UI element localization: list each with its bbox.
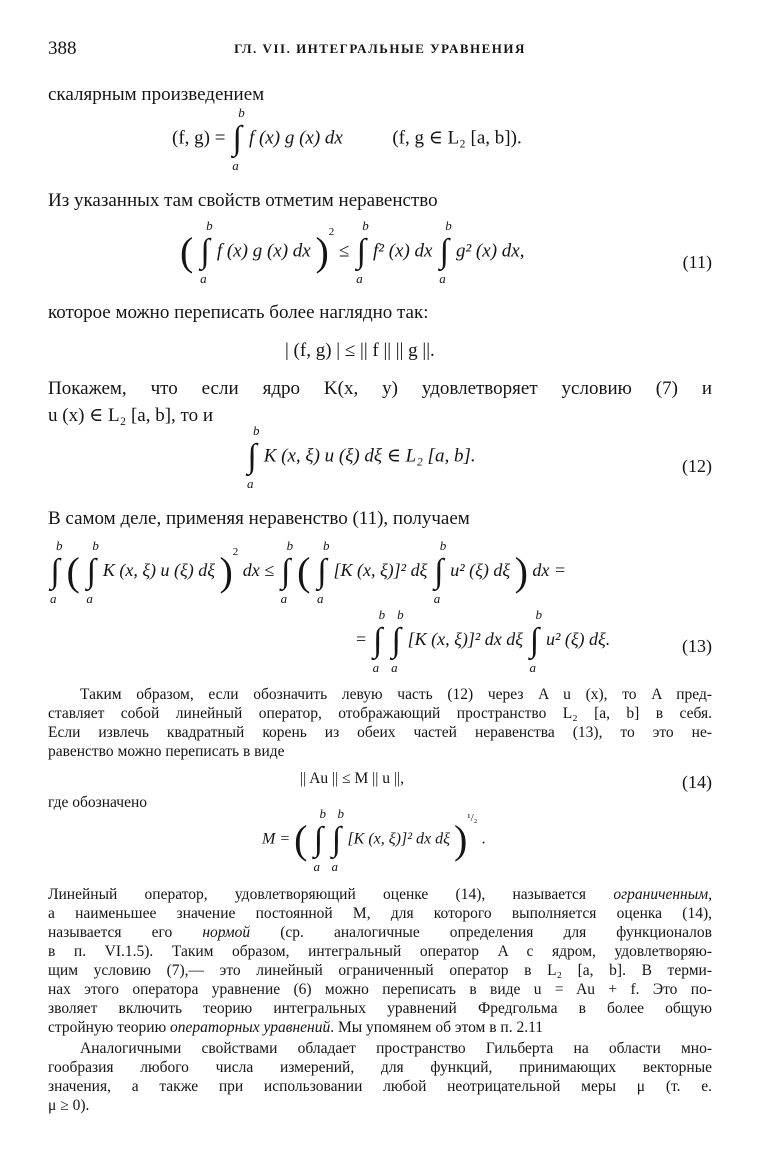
formula-inner-product	[172, 105, 522, 173]
text-line: значения, а также при использовании любой неотрицательной меры μ (т. е.	[48, 1078, 712, 1095]
emphasis: нормой	[202, 924, 251, 941]
text-line: В самом деле, применяя неравенство (11), получаем	[48, 508, 470, 529]
limit-upper: b	[253, 423, 260, 438]
limit-lower: a	[247, 476, 254, 491]
formula-part: dx ≤	[242, 560, 275, 581]
text-line: Покажем, что если ядро K(x, y) удовлетворяет условию (7) и	[48, 378, 712, 399]
exponent: ¹/₂	[467, 812, 478, 825]
limit-lower: a	[280, 591, 288, 606]
formula-part: .	[481, 830, 486, 848]
formula-part: ≤	[339, 240, 350, 262]
text-line: скалярным произведением	[48, 84, 265, 105]
text-line: равенство можно переписать в виде	[48, 743, 285, 760]
paren: )	[315, 229, 329, 274]
formula-part: f (x) g (x) dx	[248, 127, 343, 149]
integral-sign: ∫ b a	[391, 607, 404, 675]
limit-upper: b	[322, 538, 330, 553]
integral-sign: ∫ b a	[433, 538, 447, 606]
exponent: 2	[328, 226, 335, 239]
limit-lower: a	[433, 591, 441, 606]
text-line: гообразия любого числа измерений, для функций, принимающих векторные	[48, 1059, 712, 1076]
equation-number: (12)	[682, 456, 712, 476]
page-number: 388	[48, 38, 77, 59]
paren: )	[514, 549, 528, 594]
limit-lower: a	[331, 859, 338, 874]
formula-part: u² (ξ) dξ	[450, 560, 511, 581]
limit-upper: b	[535, 607, 542, 622]
text-span: . Мы упомянем об этом в п. 2.11	[330, 1019, 544, 1036]
formula-part: [K (x, ξ)]² dx dξ	[347, 830, 450, 848]
running-title: ГЛ. VII. ИНТЕГРАЛЬНЫЕ УРАВНЕНИЯ	[234, 41, 526, 56]
text-line: в п. VI.1.5). Таким образом, интегральный оператор A с ядром, удовлетворяю-	[48, 943, 712, 960]
paren: )	[453, 817, 468, 862]
formula-part: K (x, ξ) u (ξ) dξ ∈ L₂ [a, b].	[263, 445, 476, 467]
formula-part: f² (x) dx	[372, 240, 433, 262]
formula-operator-bound: || Au || ≤ M || u ||,	[300, 770, 404, 787]
text-span: Линейный оператор, удовлетворяющий оценке (14), называется	[48, 886, 614, 903]
text-line: зволяет включить теорию интегральных уравнений Фредгольма в более общую	[48, 1000, 712, 1017]
formula-part: u² (ξ) dξ.	[545, 629, 611, 650]
text-line: Из указанных там свойств отметим неравенство	[48, 190, 438, 211]
paren: (	[297, 549, 311, 594]
integral-sign: ∫ b a	[280, 538, 294, 606]
text-line	[48, 886, 712, 904]
limit-lower: a	[356, 271, 363, 286]
limit-lower: a	[372, 660, 380, 675]
integral-sign: ∫ b a	[247, 423, 260, 491]
text-line: которое можно переписать более наглядно так:	[48, 302, 429, 323]
text-line: щим условию (7),— это линейный ограниченный оператор в L₂ [a, b]. В терми-	[48, 962, 712, 979]
formula-norm-inequality: | (f, g) | ≤ || f || || g ||.	[285, 340, 435, 361]
formula-cauchy-schwarz	[180, 218, 525, 286]
paren: (	[66, 549, 80, 594]
formula-norm-definition	[262, 806, 486, 874]
integral-sign: ∫ b a	[86, 538, 99, 606]
equation-number: (14)	[682, 772, 712, 792]
formula-part: (f, g ∈ L₂ [a, b]).	[392, 127, 522, 149]
limit-lower: a	[391, 660, 398, 675]
text-line: Таким образом, если обозначить левую часть (12) через A u (x), то A пред-	[80, 686, 712, 703]
text-span: стройную теорию	[48, 1019, 171, 1036]
limit-lower: a	[313, 859, 320, 874]
emphasis: операторных уравнений	[170, 1019, 331, 1036]
limit-lower: a	[439, 271, 446, 286]
limit-lower: a	[316, 591, 324, 606]
text-line: μ ≥ 0).	[48, 1097, 90, 1114]
integral-sign: ∫ b a	[372, 607, 386, 675]
formula-part: f (x) g (x) dx	[216, 240, 311, 262]
integral-sign: ∫ b a	[316, 538, 330, 606]
paren: (	[180, 229, 194, 274]
equation-number: (13)	[682, 636, 712, 656]
integral-sign: ∫ b a	[439, 218, 452, 286]
formula-part: [K (x, ξ)]² dx dξ	[407, 629, 523, 650]
formula-part: g² (x) dx,	[455, 240, 525, 262]
integral-sign: ∫ b a	[232, 105, 245, 173]
limit-upper: b	[286, 538, 294, 553]
limit-upper: b	[337, 806, 344, 821]
limit-upper: b	[439, 538, 447, 553]
limit-upper: b	[319, 806, 326, 821]
page-header	[48, 38, 712, 60]
limit-lower: a	[529, 660, 536, 675]
integral-sign: ∫ b a	[529, 607, 542, 675]
integral-sign: ∫ b a	[331, 806, 344, 874]
integral-sign: ∫ b a	[200, 218, 213, 286]
paren: )	[219, 549, 233, 594]
paren: (	[294, 817, 308, 862]
limit-upper: b	[238, 105, 245, 120]
emphasis: ограниченным,	[613, 886, 712, 903]
formula-part: M =	[262, 830, 291, 848]
formula-part: =	[356, 629, 367, 650]
formula-estimate-line2	[356, 607, 611, 675]
limit-lower: a	[232, 158, 239, 173]
exponent: 2	[232, 546, 239, 559]
text-line	[48, 1019, 543, 1037]
formula-part: K (x, ξ) u (ξ) dξ	[102, 560, 215, 581]
text-span: (ср. аналогичные определения для функционалов	[250, 924, 712, 941]
equation-number: (11)	[682, 252, 712, 272]
text-line: а наименьшее значение постоянной M, для которого выполняется оценка (14),	[48, 905, 712, 922]
limit-upper: b	[445, 218, 452, 233]
limit-upper: b	[397, 607, 404, 622]
formula-operator-image	[245, 423, 476, 491]
limit-upper: b	[206, 218, 213, 233]
limit-upper: b	[362, 218, 369, 233]
text-line: нах этого оператора уравнение (6) можно переписать в виде u = Au + f. Это по-	[48, 981, 712, 998]
text-line: u (x) ∈ L₂ [a, b], то и	[48, 405, 214, 426]
text-line: где обозначено	[48, 794, 148, 811]
formula-estimate-line1	[48, 538, 567, 606]
formula-part: (f, g) =	[172, 127, 226, 149]
limit-lower: a	[200, 271, 207, 286]
text-span: называется его	[48, 924, 203, 941]
limit-upper: b	[92, 538, 99, 553]
limit-lower: a	[86, 591, 93, 606]
text-line: Если извлечь квадратный корень из обеих частей неравенства (13), то это не-	[48, 724, 712, 741]
formula-part: dx =	[532, 560, 567, 581]
limit-lower: a	[50, 591, 57, 606]
integral-sign: ∫ b a	[356, 218, 369, 286]
integral-sign: ∫ b a	[50, 538, 63, 606]
limit-upper: b	[56, 538, 63, 553]
text-line: Аналогичными свойствами обладает пространство Гильберта на области мно-	[80, 1040, 712, 1057]
text-line	[48, 924, 712, 942]
formula-part: [K (x, ξ)]² dξ	[333, 560, 428, 581]
limit-upper: b	[378, 607, 386, 622]
integral-sign: ∫ b a	[313, 806, 326, 874]
text-line: ставляет собой линейный оператор, отображающий пространство L₂ [a, b] в себя.	[48, 705, 712, 722]
